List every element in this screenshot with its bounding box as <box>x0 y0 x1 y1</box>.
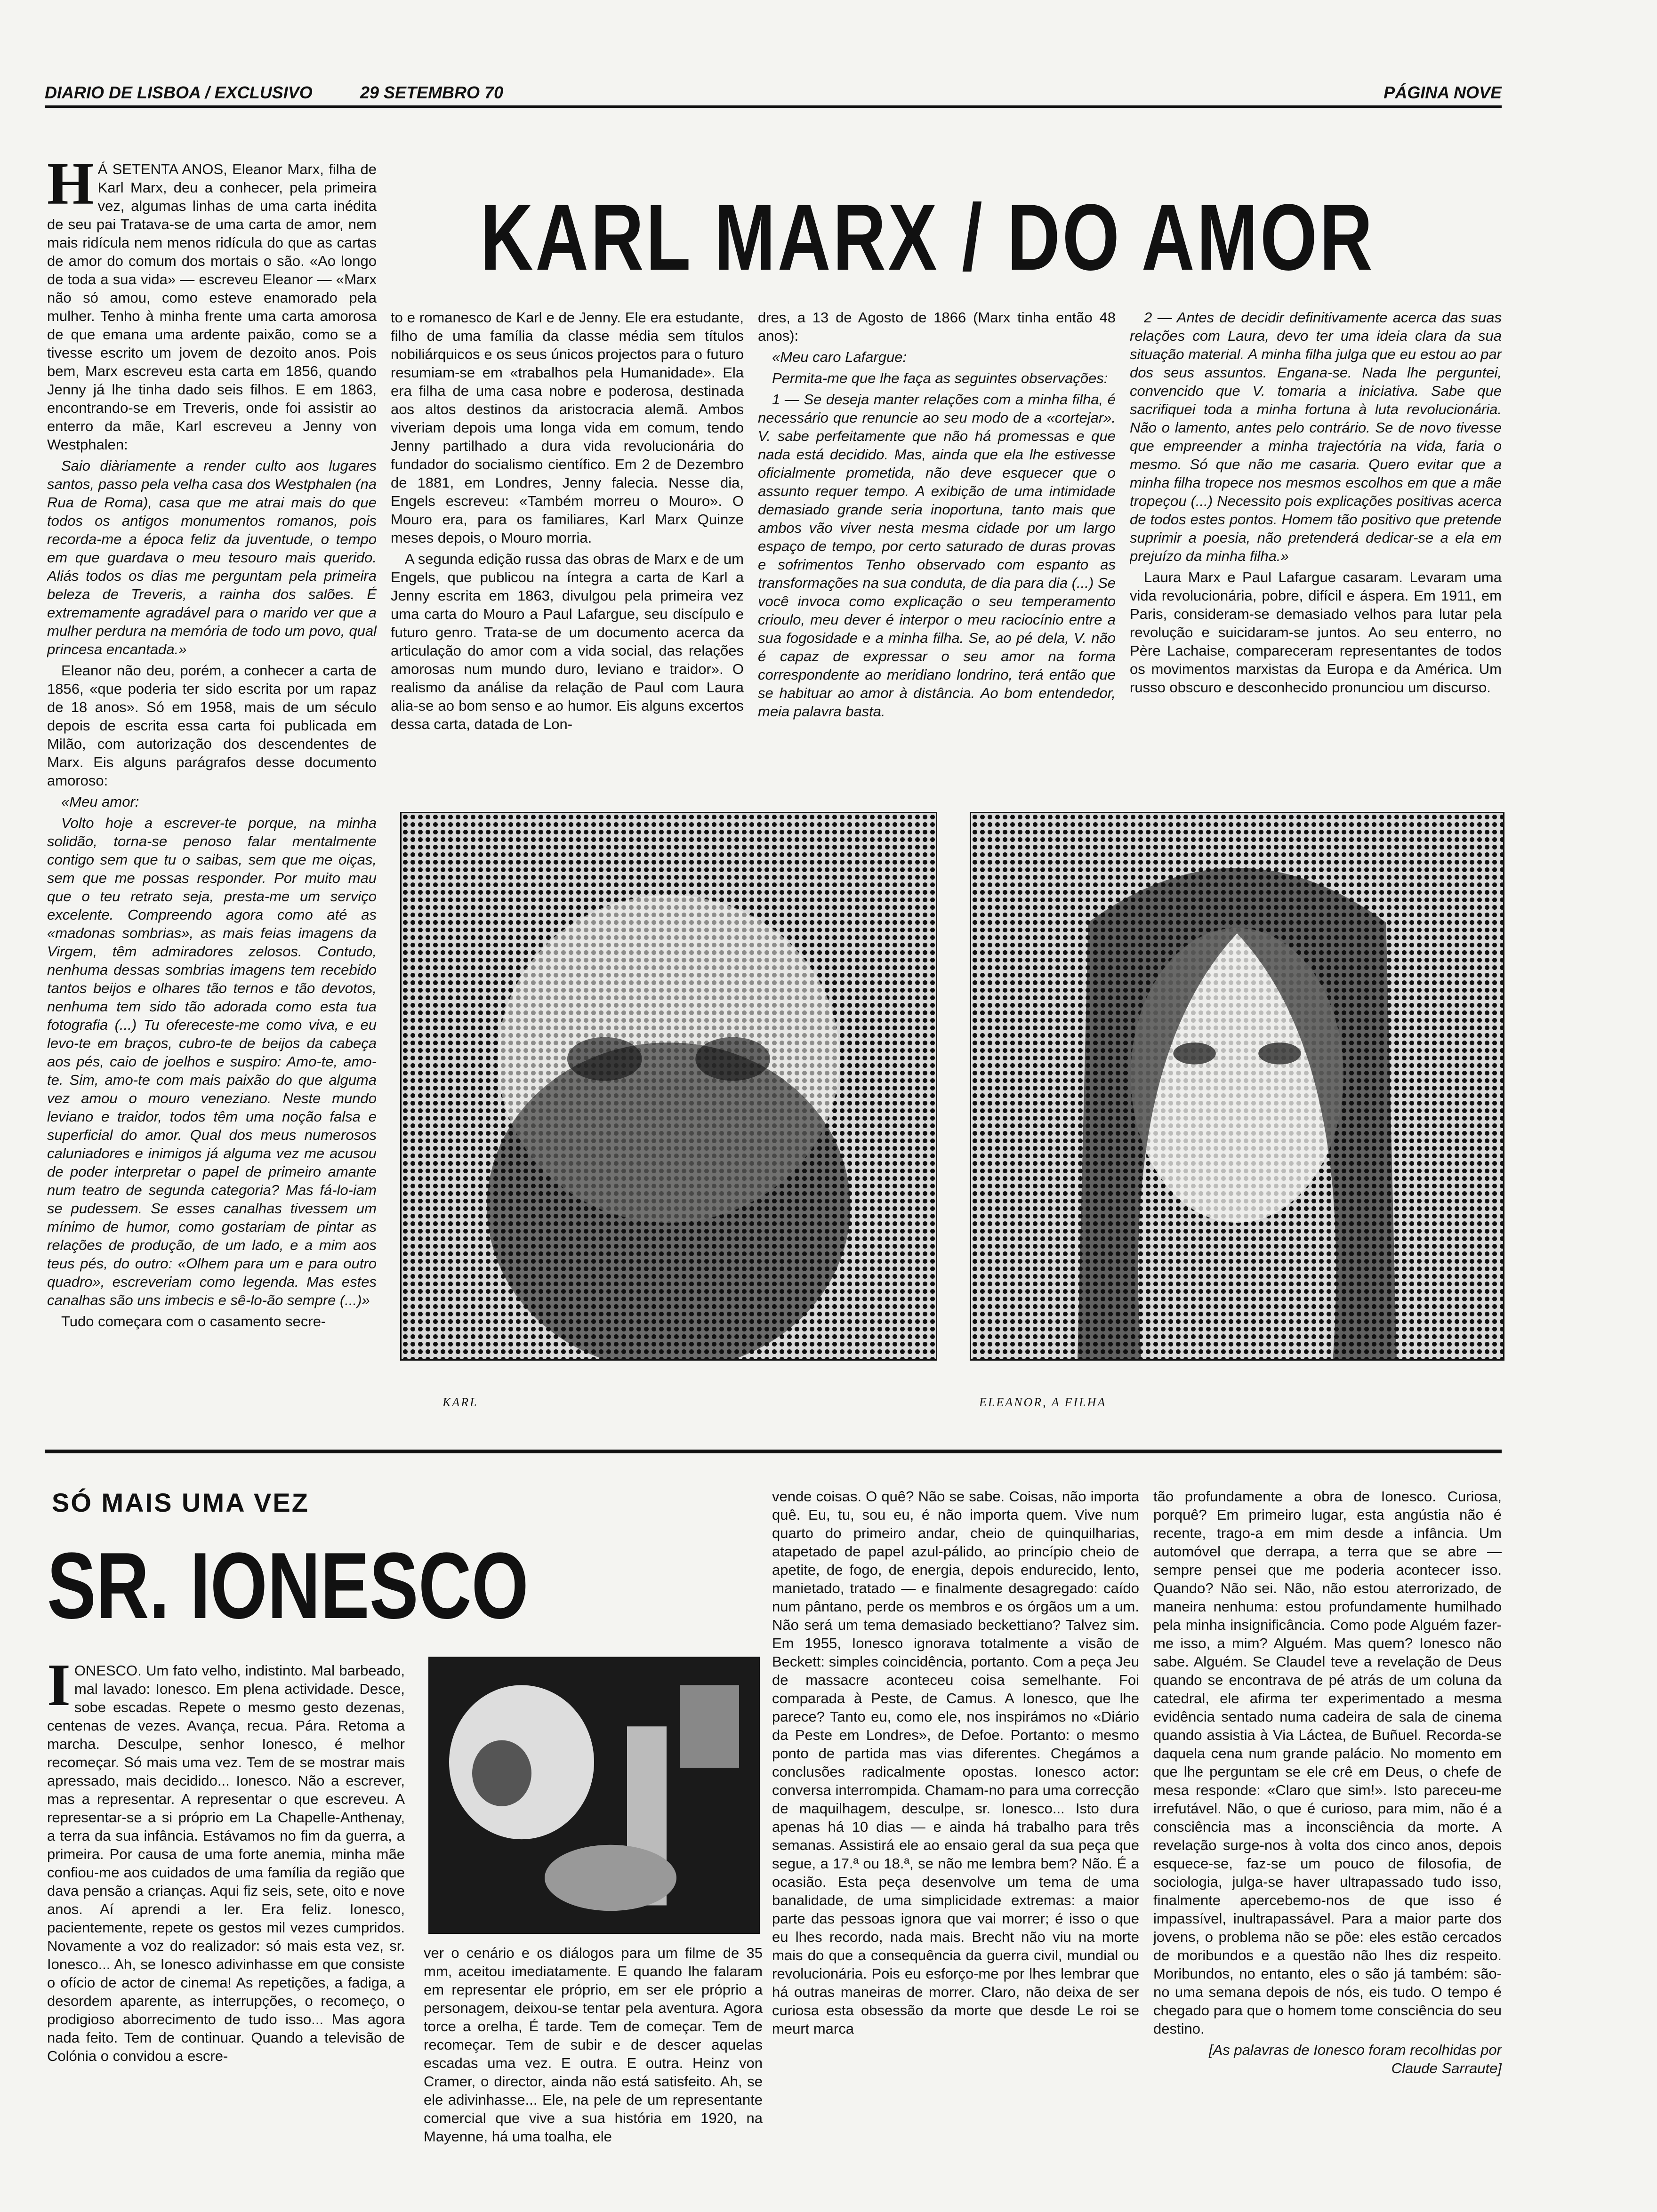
issue-date: 29 SETEMBRO 70 <box>360 83 504 102</box>
portrait-shading <box>971 813 1503 1359</box>
paragraph: tão profundamente a obra de Ionesco. Curiosa, porquê? Em primeiro lugar, esta angústia não é recente, trago-a em mim desde a infância. Um automóvel que derrapa, a terra que se abre — sempre pensei que me poderia acontecer isso. Quando? Não sei. Não, não estou aterrorizado, de maneira nenhuma: estou profundamente humilhado pela minha insignificância. Como pode Alguém fazer-me isso, a mim? Alguém. Mas quem? Ionesco não sabe. Alguém. Se Claudel teve a revelação de Deus quando se encontrava de pé atrás de um coluna da catedral, ele afirma ter experimentado a mesma evidência sentado numa cadeira de sala de cinema quando assistia à Via Láctea, de Buñuel. Recorda-se daquela cena num grande palácio. No momento em que lhe perguntam se ele crê em Deus, o chefe de mesa responde: «Claro que sim!». Isto pareceu-me irrefutável. Não, o que é curioso, para mim, não é a consciência mas a inconsciência da morte. A revelação surge-nos à volta dos cinco anos, depois esquece-se, faz-se um pouco de filosofia, de sociologia, julga-se haver ultrapassado tudo isso, finalmente apercebemo-nos de que isso é impassível, inultrapassável. Para a maior parte dos jovens, o problema não se põe: eles estão cercados de moribundos e a questão não lhes diz respeito. Moribundos, no entanto, eles o são já também: são-no uma semana depois de nós, eis tudo. O tempo é chegado para que o homem tome consciência do seu destino. <box>1153 1488 1502 2037</box>
ionesco-column-1 <box>47 1661 405 2174</box>
caption-eleanor: ELEANOR, A FILHA <box>979 1395 1107 1409</box>
ionesco-column-3 <box>772 1487 1139 2174</box>
paragraph: A segunda edição russa das obras de Marx e de um Engels, que publicou na íntegra a carta de Karl a Jenny escrita em 1863, divulgou pela primeira vez uma carta do Mouro a Paul Lafargue, seu discípulo e futuro genro. Trata-se de um documento acerca da articulação do amor com a vida social, das relações amorosas num mundo duro, leviano e traidor». O realismo da análise da relação de Paul com Laura alia-se ao bom senso e ao humor. Eis alguns excertos dessa carta, datada de Lon- <box>391 551 744 732</box>
publication-name: DIARIO DE LISBOA / EXCLUSIVO <box>45 83 313 102</box>
page-number: PÁGINA NOVE <box>1384 83 1502 102</box>
paragraph: Tudo começara com o casamento secre- <box>61 1313 326 1330</box>
paragraph: Saio diàriamente a render culto aos lugares santos, passo pela velha casa dos Westphalen (na Rua de Roma), casa que me atrai mais do que todos os antigos monumentos romanos, pois recorda-me a época feliz da juventude, o tempo em que guardava o meu tesouro mais querido. Aliás todos os dias me perguntam pela primeira beleza de Treveris, a rainha dos salões. É extremamente agradável para o marido ver que a mulher perdura na memória de todo um povo, qual princesa encantada.» <box>47 457 377 657</box>
marx-column-3 <box>758 308 1116 788</box>
paragraph: Eleanor não deu, porém, a conhecer a carta de 1856, «que poderia ter sido escrita por um rapaz de 18 anos». Só em 1958, mais de um século depois de escrita essa carta foi publicada em Milão, com autorização dos descendentes de Marx. Eis alguns parágrafos desse documento amoroso: <box>47 662 377 789</box>
section-divider <box>45 1450 1502 1453</box>
marx-column-1 <box>47 160 377 1412</box>
paragraph: vende coisas. O quê? Não se sabe. Coisas, não importa quê. Eu, tu, sou eu, é não importa quem. Vive num quarto do primeiro andar, cheio de quinquilharias, atapetado de papel azul-pálido, ao princípio cheio de apetite, de fogo, de energia, depois endurecido, lento, manietado, tratado — e finalmente desagregado: caído num pântano, perde os membros e os órgãos um a um. Não será um tema demasiado beckettiano? Talvez sim. Em 1955, Ionesco ignorava totalmente a visão de Beckett: simples coincidência, portanto. Com a peça Jeu de massacre aconteceu coisa semelhante. Foi comparada à Peste, de Camus. A Ionesco, que lhe parece? Tanto eu, como ele, nos inspirámos no «Diário da Peste em Londres», de Defoe. Portanto: o mesmo ponto de partida mas vias diferentes. Chegámos a conclusões radicalmente opostas. Ionesco actor: conversa interrompida. Chamam-no para uma correcção de maquilhagem, desculpe, sr. Ionesco... Isto dura apenas há 10 dias — e ainda há trabalho para três semanas. Assistirá ele ao ensaio geral da sua peça que segue, a 17.ª ou 18.ª, se não me lembra bem? Não. É a ocasião. Esta peça desenvolve um tema de uma banalidade, de uma simplicidade extremas: a maior parte das pessoas ignora que vai morrer; é isso o que eu lhes recordo, nada mais. Brecht não viu na morte mais do que a consequência da guerra civil, mundial ou revolucionária. Pois eu esforço-me por lhes lembrar que há outras maneiras de morrer. Claro, não deixa de ser curiosa esta obsessão da morte que desde Le roi se meurt marca <box>772 1488 1139 2037</box>
ionesco-column-2 <box>424 1944 763 2174</box>
paragraph: «Meu caro Lafargue: <box>772 349 907 365</box>
ionesco-column-4 <box>1153 1487 1502 2174</box>
article-title-marx: KARL MARX / DO AMOR <box>480 185 1375 290</box>
paragraph: Á SETENTA ANOS, Eleanor Marx, filha de Karl Marx, deu a conhecer, pela primeira vez, algumas linhas de uma carta inédita de seu pai Tratava-se de uma carta de amor, nem mais ridícula nem menos ridícula do que as cartas de amor do comum dos mortais o são. «Ao longo de toda a sua vida» — escreveu Eleanor — «Marx não só amou, como esteve enamorado pela mulher. Tenho à minha frente uma carta amorosa de que emana uma ardente paixão, como se a tivesse escrito um jovem de dezoito anos. Pois bem, Marx escreveu esta carta em 1856, quando Jenny já lhe tinha dado seis filhos. E em 1863, encontrando-se em Treveris, onde foi assistir ao enterro da mãe, Karl escreveu a Jenny von Westphalen: <box>47 161 377 453</box>
paragraph: 1 — Se deseja manter relações com a minha filha, é necessário que renuncie ao seu modo de a «cortejar». V. sabe perfeitamente que não há promessas e que nada está decidido. Mas, ainda que ela lhe estivesse oficialmente prometida, não deve esquecer que o assunto requer tempo. A exibição de uma intimidade demasiado grande seria inoportuna, tanto mais que ambos vão viver nesta mesma cidade por um largo espaço de tempo, por certo saturado de duras provas e sofrimentos Tenho observado com espanto as transformações na sua conduta, de dia para dia (...) Se você invoca como explicação o seu temperamento crioulo, meu dever é interpor o meu raciocínio entre a sua fogosidade e a minha filha. Se, ao pé dela, V. não é capaz de expressar o seu amor na forma correspondente ao meridiano londrino, terá então que se habituar ao amor à distância. Ao bom entendedor, meia palavra basta. <box>758 391 1116 720</box>
photo-shading <box>429 1658 759 1933</box>
article-credit: [As palavras de Ionesco foram recolhidas por Claude Sarraute] <box>1208 2042 1502 2076</box>
marx-column-4 <box>1130 308 1502 788</box>
paragraph: 2 — Antes de decidir definitivamente acerca das suas relações com Laura, devo ter uma ideia clara da sua situação material. A minha filha julga que eu estou ao par dos seus assuntos. Engana-se. Nada lhe perguntei, convencido que V. tomaria a iniciativa. Sabe que sacrifiquei toda a minha fortuna à luta revolucionária. Não o lamento, antes pelo contrário. Se de novo tivesse que empreender a minha trajectória na vida, faria o mesmo. Só que não me casaria. Quero evitar que a minha filha tropece nos mesmos escolhos em que a mãe tropeçou (...) Necessito pois explicações positivas acerca de todos estes pontos. Homem tão positivo que pretende suprimir a poesia, não pretenderá dedicar-se a ela em prejuízo da minha filha.» <box>1130 309 1502 564</box>
eleanor-marx-portrait <box>970 812 1504 1361</box>
ionesco-photo <box>428 1657 760 1934</box>
paragraph: Permita-me que lhe faça as seguintes observações: <box>772 370 1108 386</box>
paragraph: to e romanesco de Karl e de Jenny. Ele era estudante, filho de uma família da classe média sem títulos nobiliárquicos e os seus únicos projectos para o futuro resumiam-se em «trabalhos pela Humanidade». Ela era filha de uma casa nobre e poderosa, destinada aos altos destinos da aristocracia alemã. Ambos viveriam depois uma longa vida em comum, tendo Jenny partilhado a dura vida revolucionária do fundador do socialismo científico. Em 2 de Dezembro de 1881, em Londres, Jenny falecia. Nesse dia, Engels escreveu: «Também morreu o Mouro». O Mouro era, para os familiares, Karl Marx Quinze meses depois, o Mouro morria. <box>391 309 744 546</box>
paragraph: Volto hoje a escrever-te porque, na minha solidão, torna-se penoso falar mentalmente contigo sem que tu o saibas, sem que me oiças, sem que me possas responder. Por muito mau que o teu retrato seja, presta-me um serviço excelente. Compreendo agora como até as «madonas sombrias», as mais feias imagens da Virgem, têm admiradores zelosos. Contudo, nenhuma dessas sombrias imagens tem recebido tantos beijos e olhares tão ternos e tão devotos, nenhuma tem sido tão adorada como esta tua fotografia (...) Tu ofereceste-me como viva, e eu levo-te em braços, cubro-te de beijos da cabeça aos pés, caio de joelhos e suspiro: Amo-te, amo-te. Sim, amo-te com mais paixão do que alguma vez amou o mouro veneziano. Neste mundo leviano e traidor, todos têm uma noção falsa e superficial do amor. Qual dos meus numerosos caluniadores e inimigos já alguma vez me acusou de poder interpretar o papel de primeiro amante num teatro de segunda categoria? Mas fá-lo-iam se pudessem. Se esses canalhas tivessem um mínimo de humor, como gostariam de pintar as relações de produção, de um lado, e a mim aos teus pés, do outro: «Olhem para um e para outro quadro», escreveriam como legenda. Mas estes canalhas são uns imbecis e sê-lo-ão sempre (...)» <box>47 815 377 1308</box>
article-title-ionesco: SR. IONESCO <box>47 1533 529 1638</box>
article-kicker: SÓ MAIS UMA VEZ <box>52 1488 309 1517</box>
paragraph: dres, a 13 de Agosto de 1866 (Marx tinha então 48 anos): <box>758 309 1116 344</box>
paragraph: «Meu amor: <box>61 793 139 810</box>
dropcap: I <box>47 1661 71 1718</box>
dropcap: H <box>47 160 94 217</box>
paragraph: Laura Marx e Paul Lafargue casaram. Levaram uma vida revolucionária, pobre, difícil e áspera. Em 1911, em Paris, consideram-se demasiado velhos para lutar pela revolução e suicidaram-se juntos. Ao seu enterro, no Père Lachaise, compareceram representantes de todos os movimentos marxistas da Europa e da América. Um russo obscuro e desconhecido pronunciou um discurso. <box>1130 569 1502 696</box>
paragraph: ver o cenário e os diálogos para um filme de 35 mm, aceitou imediatamente. E quando lhe falaram em representar ele próprio, em ser ele próprio a personagem, deixou-se tentar pela aventura. Agora torce a orelha, É tarde. Tem de começar. Tem de recomeçar. Tem de subir e de descer aquelas escadas uma vez. E outra. E outra. Heinz von Cramer, o director, ainda não está satisfeito. Ah, se ele adivinhasse... Ele, na pele de um representante comercial que vive a sua história em 1920, na Mayenne, há uma toalha, ele <box>424 1945 763 2145</box>
paragraph: ONESCO. Um fato velho, indistinto. Mal barbeado, mal lavado: Ionesco. Em plena actividade. Desce, sobe escadas. Repete o mesmo gesto dezenas, centenas de vezes. Avança, recua. Pára. Retoma a marcha. Desculpe, senhor Ionesco, é melhor recomeçar. Só mais uma vez. Tem de se mostrar mais apressado, mais decidido... Ionesco. Não a escrever, mas a representar. A representar o que escreveu. A representar-se a si próprio em La Chapelle-Anthenay, a terra da sua infância. Estávamos no fim da guerra, a primeira. Por causa de uma forte anemia, minha mãe confiou-me aos cuidados de uma família da região que dava pensão a crianças. Aqui fiz seis, sete, oito e nove anos. Aí aprendi a ler. Era feliz. Ionesco, pacientemente, repete os gestos mil vezes cumpridos. Novamente a voz do realizador: só mais esta vez, sr. Ionesco... Ah, se Ionesco adivinhasse em que consiste o ofício de actor de cinema! As repetições, a fadiga, a desordem aparente, as interrupções, o recomeço, o prodigioso aborrecimento de tudo isso... Mas agora nada feito. Tem de continuar. Quando a televisão de Colónia o convidou a escre- <box>47 1662 405 2064</box>
page-header <box>45 79 1502 107</box>
portrait-shading <box>402 813 936 1359</box>
caption-karl: KARL <box>442 1395 478 1409</box>
header-rule <box>45 105 1502 108</box>
marx-column-2 <box>391 308 744 788</box>
karl-marx-portrait <box>400 812 937 1361</box>
